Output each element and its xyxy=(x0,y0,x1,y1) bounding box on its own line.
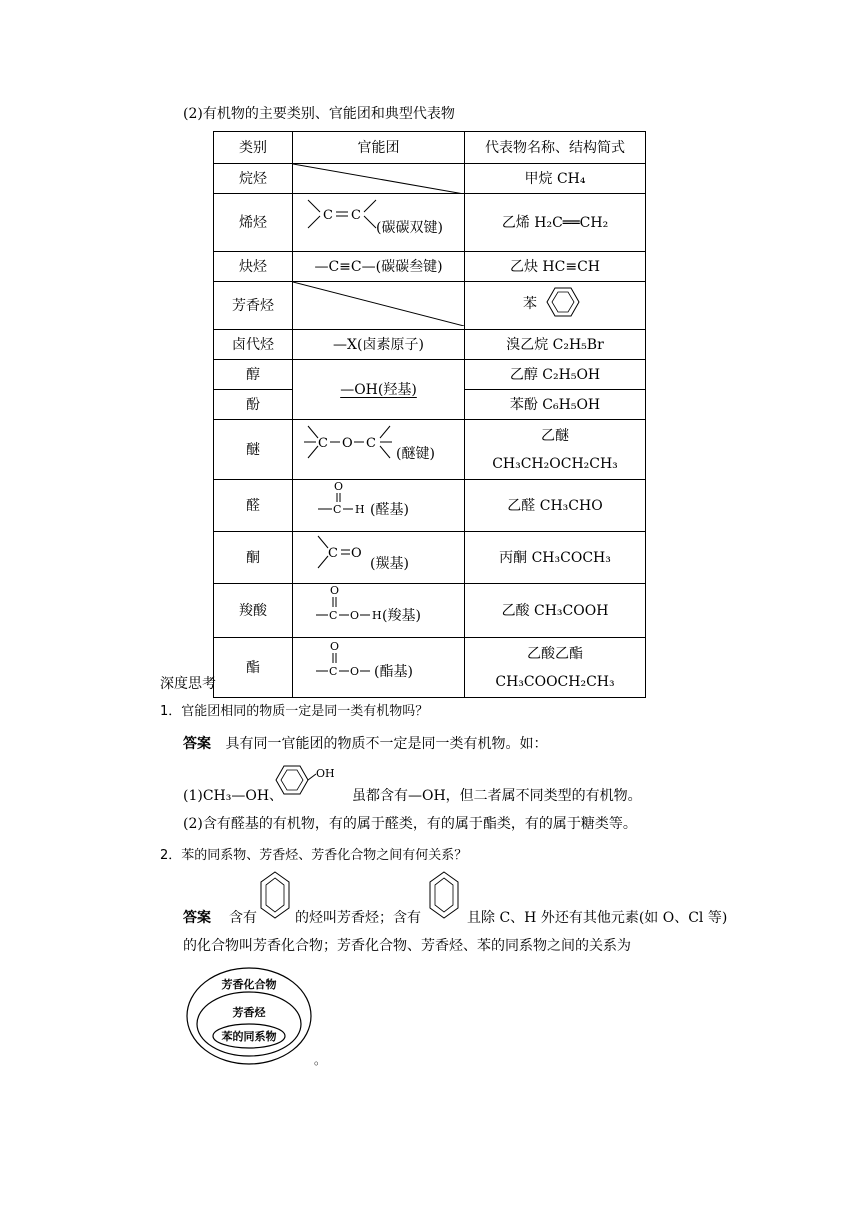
venn-label-inner: 苯的同系物 xyxy=(221,1030,277,1043)
svg-text:H: H xyxy=(355,503,365,516)
benzene-icon xyxy=(543,284,583,320)
answer-2-seg3: 且除 C、H 外还有其他元素(如 O、Cl 等) xyxy=(467,910,728,926)
group-cell-empty xyxy=(293,164,465,194)
answer-2-label: 答案 xyxy=(183,910,211,926)
oh-label: OH xyxy=(316,767,335,780)
group-cell: O C O H (羧基) xyxy=(293,584,465,638)
svg-text:C: C xyxy=(329,609,338,622)
rep-cell: 丙酮 CH₃COCH₃ xyxy=(465,532,646,584)
venn-label-middle: 芳香烃 xyxy=(232,1006,266,1019)
rep-cell: 溴乙烷 C₂H₅Br xyxy=(465,330,646,360)
group-cell: C C (碳碳双键) xyxy=(293,194,465,252)
section-title: (2)有机物的主要类别、官能团和典型代表物 xyxy=(183,106,455,122)
venn-label-outer: 芳香化合物 xyxy=(221,978,277,991)
rep-cell: 乙烯 H₂C══CH₂ xyxy=(465,194,646,252)
svg-text:C: C xyxy=(333,503,342,516)
class-cell: 醛 xyxy=(214,480,293,532)
rep-cell: 乙醛 CH₃CHO xyxy=(465,480,646,532)
answer-1-line1-suffix: 虽都含有—OH，但二者属不同类型的有机物。 xyxy=(352,788,642,804)
group-cell: —X(卤素原子) xyxy=(293,330,465,360)
group-cell: C O (羰基) xyxy=(293,532,465,584)
svg-text:H: H xyxy=(372,609,382,622)
class-cell: 芳香烃 xyxy=(214,282,293,330)
group-cell: O C O (酯基) xyxy=(293,638,465,698)
class-cell: 烷烃 xyxy=(214,164,293,194)
answer-2-seg1: 含有 xyxy=(229,910,257,926)
diagonal-line xyxy=(293,164,464,194)
svg-text:O: O xyxy=(342,436,353,451)
header-class: 类别 xyxy=(214,132,293,164)
answer-1-line1-prefix: (1)CH₃—OH、 xyxy=(183,788,284,804)
svg-text:C: C xyxy=(328,546,338,561)
rep-cell: 乙醚 CH₃CH₂OCH₂CH₃ xyxy=(465,420,646,480)
deep-thinking-heading: 深度思考 xyxy=(160,676,216,692)
question-2: 2．苯的同系物、芳香烃、芳香化合物之间有何关系？ xyxy=(160,848,468,863)
class-cell: 酮 xyxy=(214,532,293,584)
class-cell: 烯烃 xyxy=(214,194,293,252)
answer-2-seg2: 的烃叫芳香烃；含有 xyxy=(295,910,421,926)
rep-cell: 乙炔 HC≡CH xyxy=(465,252,646,282)
svg-text:C: C xyxy=(329,665,338,678)
class-cell: 酚 xyxy=(214,390,293,420)
class-cell: 醚 xyxy=(214,420,293,480)
atom-c: C xyxy=(323,208,333,223)
class-cell: 醇 xyxy=(214,360,293,390)
svg-text:O: O xyxy=(350,609,360,622)
rep-cell: 乙醇 C₂H₅OH xyxy=(465,360,646,390)
answer-label: 答案 xyxy=(183,736,211,752)
period-mark: 。 xyxy=(314,1053,327,1067)
group-cell: —OH(羟基) xyxy=(293,360,465,420)
benzene-icon xyxy=(257,870,293,922)
diagonal-line xyxy=(293,282,464,326)
rep-cell: 甲烷 CH₄ xyxy=(465,164,646,194)
question-1: 1．官能团相同的物质一定是同一类有机物吗？ xyxy=(160,704,429,719)
group-cell-empty xyxy=(293,282,465,330)
class-cell: 羧酸 xyxy=(214,584,293,638)
svg-text:O: O xyxy=(351,546,362,561)
svg-text:O: O xyxy=(334,480,344,493)
svg-text:C: C xyxy=(366,436,376,451)
answer-2-line2: 的化合物叫芳香化合物；芳香化合物、芳香烃、苯的同系物之间的关系为 xyxy=(183,938,631,954)
phenol-icon xyxy=(268,758,344,806)
rep-cell xyxy=(465,282,646,330)
class-cell: 卤代烃 xyxy=(214,330,293,360)
group-cell: —C≡C—(碳碳叁键) xyxy=(293,252,465,282)
svg-text:O: O xyxy=(330,584,340,597)
benzene-label: 苯 xyxy=(523,296,537,312)
benzene-icon xyxy=(426,870,462,922)
rep-cell: 乙酸 CH₃COOH xyxy=(465,584,646,638)
svg-text:O: O xyxy=(330,640,340,653)
svg-text:O: O xyxy=(350,665,360,678)
rep-cell: 苯酚 C₆H₅OH xyxy=(465,390,646,420)
answer-1-line2: (2)含有醛基的有机物，有的属于醛类，有的属于酯类，有的属于糖类等。 xyxy=(183,816,637,832)
atom-c: C xyxy=(351,208,361,223)
group-cell: C O C (醚键) xyxy=(293,420,465,480)
group-cell: O C H (醛基) xyxy=(293,480,465,532)
functional-group-table xyxy=(213,131,646,698)
ether-structure xyxy=(296,420,461,472)
header-rep: 代表物名称、结构简式 xyxy=(465,132,646,164)
nested-set-diagram xyxy=(185,964,325,1070)
class-cell: 酯 xyxy=(214,638,293,698)
header-group: 官能团 xyxy=(293,132,465,164)
rep-cell: 乙酸乙酯 CH₃COOCH₂CH₃ xyxy=(465,638,646,698)
svg-text:C: C xyxy=(318,436,328,451)
class-cell: 炔烃 xyxy=(214,252,293,282)
answer-1: 答案 具有同一官能团的物质不一定是同一类有机物。如： xyxy=(183,736,548,752)
